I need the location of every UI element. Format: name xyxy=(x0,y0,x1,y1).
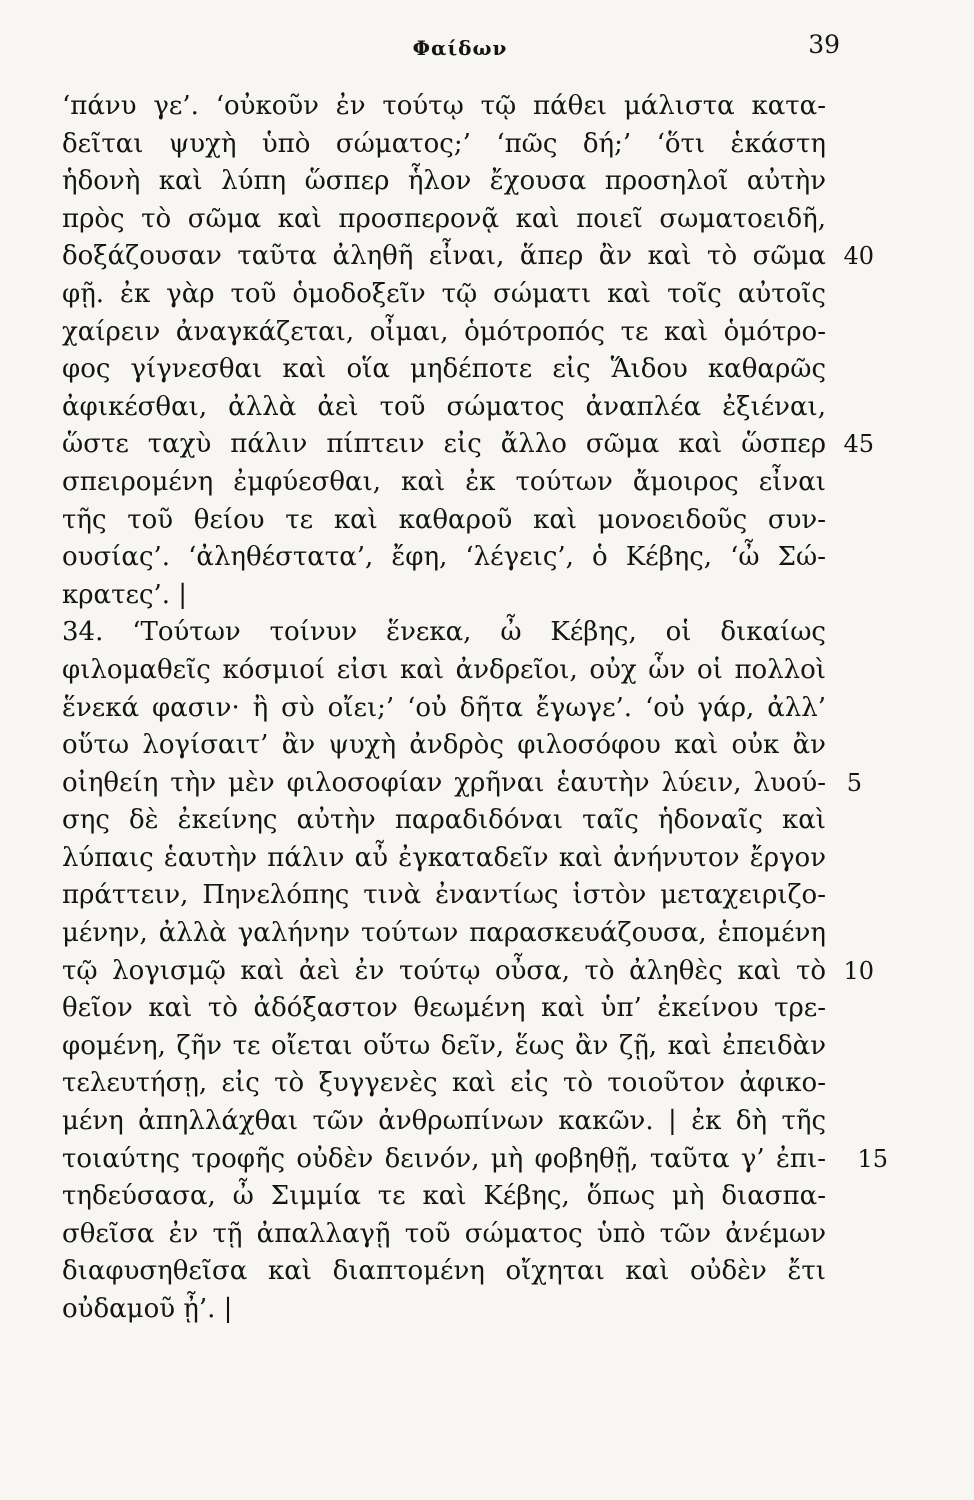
text-line xyxy=(62,238,874,276)
line-text: 34. ‘Τούτων τοίνυν ἕνεκα, ὦ Κέβης, οἱ δικαίως xyxy=(62,617,826,648)
margin-line-number: 5 xyxy=(846,768,862,797)
text-line xyxy=(62,351,826,389)
line-text: φος γίγνεσθαι καὶ οἵα μηδέποτε εἰς Ἅιδου καθαρῶς xyxy=(62,354,826,385)
text-line xyxy=(62,690,826,728)
text-line xyxy=(62,464,826,502)
running-title: Φαίδων xyxy=(412,36,508,60)
text-line xyxy=(62,539,826,577)
line-text: σπειρομένη ἐμφύεσθαι, καὶ ἐκ τούτων ἄμοιρος εἶναι xyxy=(62,466,826,497)
line-text: πρὸς τὸ σῶμα καὶ προσπερονᾷ καὶ ποιεῖ σωματοειδῆ, xyxy=(62,203,826,234)
margin-line-number: 15 xyxy=(857,1144,888,1173)
line-text: πράττειν, Πηνελόπης τινὰ ἐναντίως ἱστὸν μεταχειριζο- xyxy=(62,880,826,911)
line-text: χαίρειν ἀναγκάζεται, οἶμαι, ὁμότροπός τε καὶ ὁμότρο- xyxy=(62,316,826,347)
text-line xyxy=(62,1065,826,1103)
text-line xyxy=(62,426,874,464)
line-text: φιλομαθεῖς κόσμιοί εἰσι καὶ ἀνδρεῖοι, οὐχ ὧν οἱ πολλοὶ xyxy=(62,654,826,685)
text-line xyxy=(62,1253,826,1291)
page-number: 39 xyxy=(808,30,840,59)
line-text: ἀφικέσθαι, ἀλλὰ ἀεὶ τοῦ σώματος ἀναπλέα ἐξιέναι, xyxy=(62,391,826,422)
line-text: δεῖται ψυχὴ ὑπὸ σώματος;’ ‘πῶς δή;’ ‘ὅτι ἑκάστη xyxy=(62,128,826,159)
line-text: οὕτω λογίσαιτ’ ἂν ψυχὴ ἀνδρὸς φιλοσόφου καὶ οὐκ ἂν xyxy=(62,730,826,761)
text-line xyxy=(62,126,826,164)
text-line xyxy=(62,88,826,126)
line-text: οἰηθείη τὴν μὲν φιλοσοφίαν χρῆναι ἑαυτὴν λύειν, λυού- xyxy=(62,767,826,798)
text-line xyxy=(62,990,826,1028)
line-text: οὐδαμοῦ ᾖ’. | xyxy=(62,1294,233,1324)
text-line xyxy=(62,915,826,953)
text-body xyxy=(62,88,888,1329)
text-line xyxy=(62,765,862,803)
line-text: λύπαις ἑαυτὴν πάλιν αὖ ἐγκαταδεῖν καὶ ἀνήνυτον ἔργον xyxy=(62,842,826,873)
text-line xyxy=(62,1141,888,1179)
text-line xyxy=(62,840,826,878)
text-line xyxy=(62,652,826,690)
text-line xyxy=(62,163,826,201)
line-text: μένη ἀπηλλάχθαι τῶν ἀνθρωπίνων κακῶν. | ἐκ δὴ τῆς xyxy=(62,1106,826,1137)
line-text: ‘πάνυ γε’. ‘οὐκοῦν ἐν τούτῳ τῷ πάθει μάλιστα κατα- xyxy=(62,91,826,121)
margin-line-number: 40 xyxy=(843,242,874,271)
text-line xyxy=(62,276,826,314)
text-line xyxy=(62,389,826,427)
line-text: σης δὲ ἐκείνης αὐτὴν παραδιδόναι ταῖς ἡδοναῖς καὶ xyxy=(62,805,826,836)
line-text: διαφυσηθεῖσα καὶ διαπτομένη οἴχηται καὶ οὐδὲν ἔτι xyxy=(62,1256,826,1287)
text-line xyxy=(62,1028,826,1066)
text-line xyxy=(62,502,826,540)
text-line xyxy=(62,877,826,915)
line-text: φῇ. ἐκ γὰρ τοῦ ὁμοδοξεῖν τῷ σώματι καὶ τοῖς αὐτοῖς xyxy=(62,278,826,309)
line-text: τηδεύσασα, ὦ Σιμμία τε καὶ Κέβης, ὅπως μὴ διασπα- xyxy=(62,1181,826,1212)
text-line xyxy=(62,953,874,991)
margin-line-number: 45 xyxy=(843,430,874,459)
line-text: τοιαύτης τροφῆς οὐδὲν δεινόν, μὴ φοβηθῇ, ταῦτα γ’ ἐπι- xyxy=(62,1143,826,1174)
text-line xyxy=(62,802,826,840)
text-line xyxy=(62,577,826,615)
line-text: ουσίας’. ‘ἀληθέστατα’, ἔφη, ‘λέγεις’, ὁ Κέβης, ‘ὦ Σώ- xyxy=(62,542,826,573)
margin-line-number: 10 xyxy=(843,956,874,985)
line-text: τελευτήσῃ, εἰς τὸ ξυγγενὲς καὶ εἰς τὸ τοιοῦτον ἀφικο- xyxy=(62,1068,826,1099)
text-line xyxy=(62,201,826,239)
text-line xyxy=(62,1216,826,1254)
line-text: δοξάζουσαν ταῦτα ἀληθῆ εἶναι, ἅπερ ἂν καὶ τὸ σῶμα xyxy=(62,241,826,272)
text-line xyxy=(62,614,826,652)
line-text: σθεῖσα ἐν τῇ ἀπαλλαγῇ τοῦ σώματος ὑπὸ τῶν ἀνέμων xyxy=(62,1218,826,1249)
line-text: ἡδονὴ καὶ λύπη ὥσπερ ἧλον ἔχουσα προσηλοῖ αὐτὴν xyxy=(62,166,826,197)
line-text: ἕνεκά φασιν· ἢ σὺ οἴει;’ ‘οὐ δῆτα ἔγωγε’. ‘οὐ γάρ, ἀλλ’ xyxy=(62,692,826,723)
text-line xyxy=(62,727,826,765)
line-text: φομένη, ζῆν τε οἴεται οὕτω δεῖν, ἕως ἂν ζῇ, καὶ ἐπειδὰν xyxy=(62,1030,826,1061)
line-text: κρατες’. | xyxy=(62,579,188,610)
text-line xyxy=(62,314,826,352)
text-line xyxy=(62,1178,826,1216)
line-text: μένην, ἀλλὰ γαλήνην τούτων παρασκευάζουσα, ἑπομένη xyxy=(62,918,826,949)
line-text: θεῖον καὶ τὸ ἀδόξαστον θεωμένη καὶ ὑπ’ ἐκείνου τρε- xyxy=(62,993,826,1024)
text-line xyxy=(62,1291,826,1329)
line-text: τῆς τοῦ θείου τε καὶ καθαροῦ καὶ μονοειδοῦς συν- xyxy=(62,504,826,535)
text-line xyxy=(62,1103,826,1141)
line-text: ὥστε ταχὺ πάλιν πίπτειν εἰς ἄλλο σῶμα καὶ ὥσπερ xyxy=(62,429,826,460)
line-text: τῷ λογισμῷ καὶ ἀεὶ ἐν τούτῳ οὖσα, τὸ ἀληθὲς καὶ τὸ xyxy=(62,955,826,986)
